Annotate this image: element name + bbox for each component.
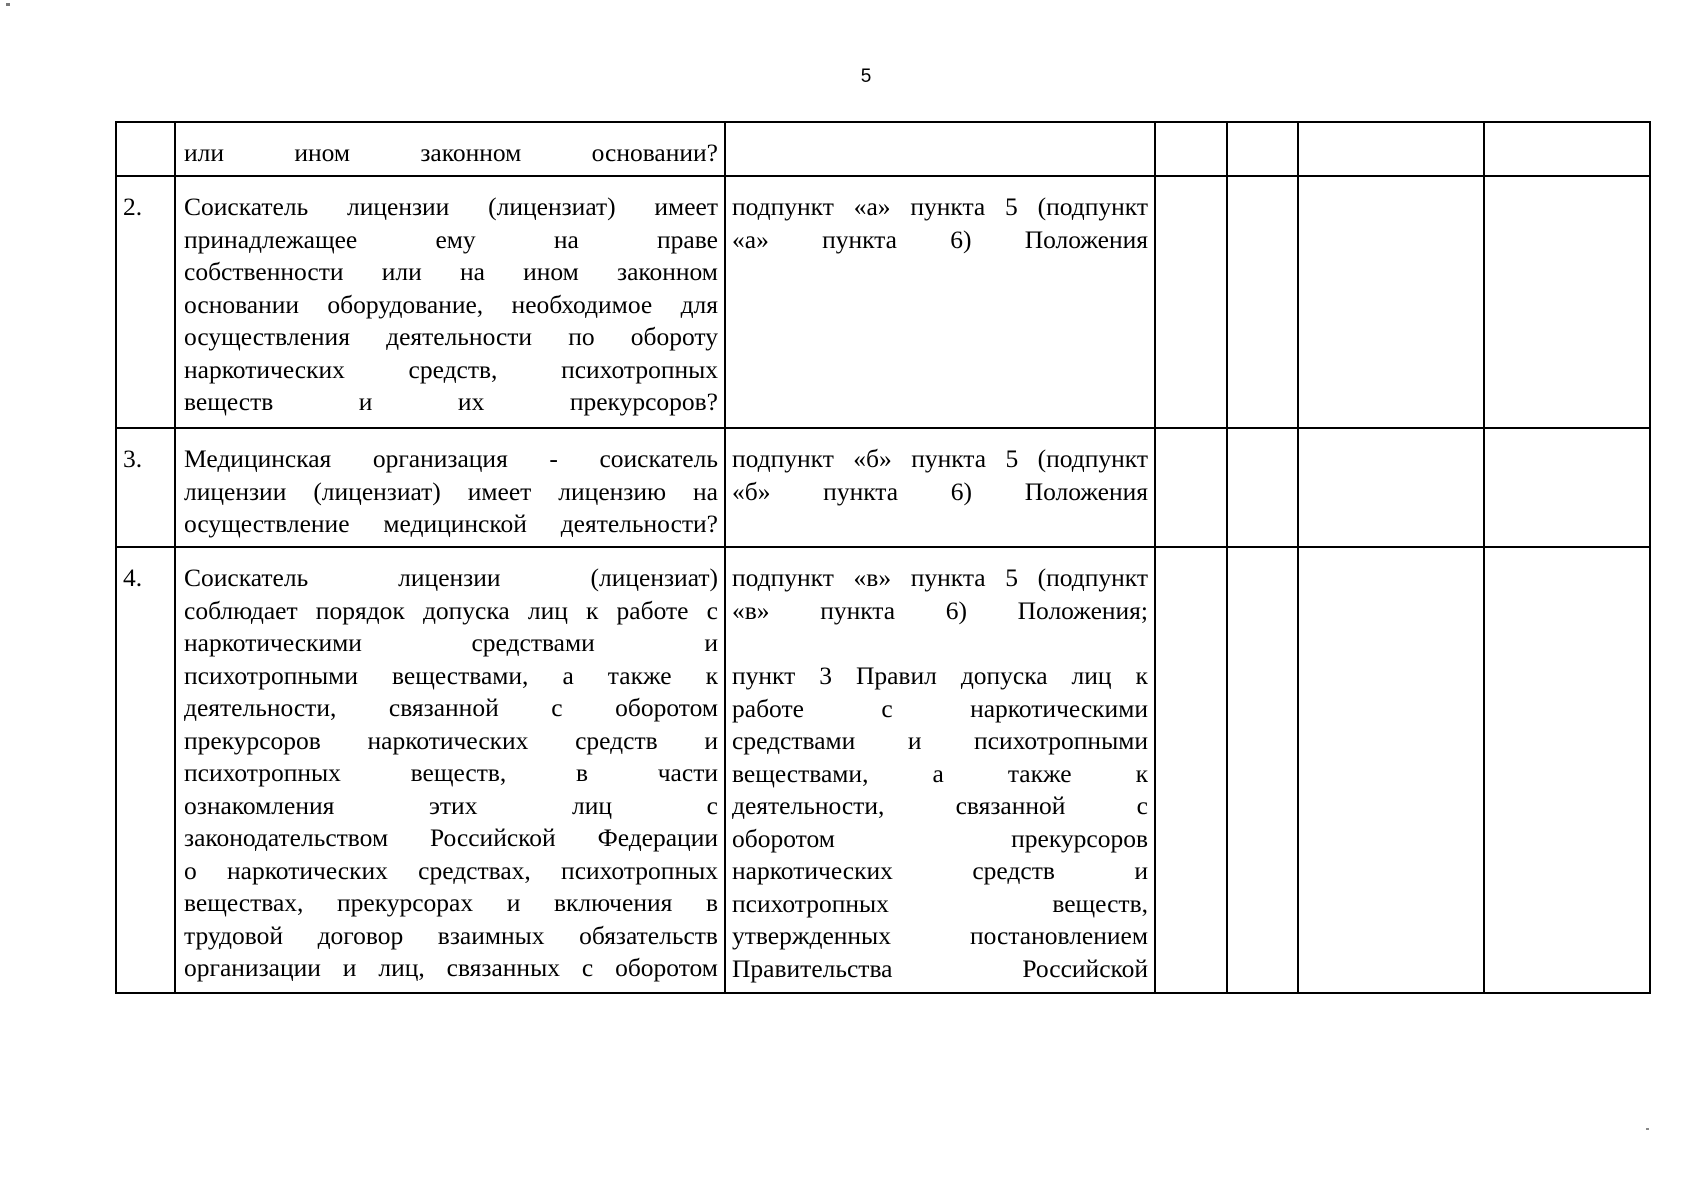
question-line: основании оборудование, необходимое для	[184, 289, 718, 319]
question-line: наркотическими средствами и	[184, 628, 718, 657]
reference-cell	[725, 176, 1155, 428]
question-line: законодательством Российской Федерации	[184, 823, 718, 852]
question-line: организации и лиц, связанных с оборотом	[184, 953, 718, 982]
question-line: осуществления деятельности по обороту	[184, 322, 718, 351]
answer-cell[interactable]	[1155, 547, 1227, 993]
question-line: ознакомления этих лиц с	[184, 790, 718, 820]
scan-artifact-top	[6, 3, 10, 6]
answer-cell[interactable]	[1298, 428, 1484, 547]
question-line: трудовой договор взаимных обязательств	[184, 920, 718, 950]
question-line: о наркотических средствах, психотропных	[184, 855, 718, 885]
question-cell	[175, 547, 725, 993]
table-row	[116, 428, 1650, 547]
reference-cell	[725, 122, 1155, 176]
scan-artifact	[1646, 1128, 1649, 1130]
reference-line: деятельности, связанной с	[732, 791, 1148, 820]
note-cell[interactable]	[1484, 176, 1650, 428]
question-line: веществах, прекурсорах и включения в	[184, 888, 718, 917]
answer-cell[interactable]	[1227, 428, 1298, 547]
page-number: 5	[860, 66, 872, 87]
reference-line: подпункт «а» пункта 5 (подпункт	[732, 192, 1148, 221]
row-number: 2.	[116, 176, 175, 428]
reference-line: «а» пункта 6) Положения	[732, 224, 1148, 254]
reference-cell	[725, 428, 1155, 547]
reference-line: веществами, а также к	[732, 758, 1148, 788]
answer-cell[interactable]	[1298, 176, 1484, 428]
table-row	[116, 547, 1650, 993]
question-line: психотропных веществ, в части	[184, 758, 718, 787]
checklist-table	[115, 121, 1651, 994]
reference-line: пункт 3 Правил допуска лиц к	[732, 661, 1148, 690]
question-line: осуществление медицинской деятельности?	[184, 509, 718, 538]
answer-cell[interactable]	[1227, 176, 1298, 428]
reference-line: Правительства Российской	[732, 953, 1148, 983]
reference-line: работе с наркотическими	[732, 693, 1148, 723]
question-cell	[175, 122, 725, 176]
reference-line: подпункт «б» пункта 5 (подпункт	[732, 444, 1148, 473]
reference-line: «б» пункта 6) Положения	[732, 476, 1148, 506]
table-row	[116, 122, 1650, 176]
question-line: Соискатель лицензии (лицензиат)	[184, 563, 718, 592]
answer-cell[interactable]	[1155, 176, 1227, 428]
table-row	[116, 176, 1650, 428]
reference-line: подпункт «в» пункта 5 (подпункт	[732, 563, 1148, 592]
reference-line: «в» пункта 6) Положения;	[732, 595, 1148, 625]
answer-cell[interactable]	[1227, 547, 1298, 993]
note-cell[interactable]	[1484, 122, 1650, 176]
question-line: соблюдает порядок допуска лиц к работе с	[184, 595, 718, 625]
question-cell	[175, 428, 725, 547]
question-line: психотропными веществами, а также к	[184, 660, 718, 690]
question-line: Медицинская организация - соискатель	[184, 444, 718, 473]
question-line: принадлежащее ему на праве	[184, 224, 718, 254]
reference-line: утвержденных постановлением	[732, 921, 1148, 950]
row-number: 4.	[116, 547, 175, 993]
reference-line: наркотических средств и	[732, 856, 1148, 885]
reference-line: психотропных веществ,	[732, 888, 1148, 918]
question-line: лицензии (лицензиат) имеет лицензию на	[184, 476, 718, 506]
reference-line: средствами и психотропными	[732, 726, 1148, 755]
answer-cell[interactable]	[1227, 122, 1298, 176]
answer-cell[interactable]	[1155, 428, 1227, 547]
row-number: 3.	[116, 428, 175, 547]
question-line: собственности или на ином законном	[184, 257, 718, 286]
answer-cell[interactable]	[1298, 122, 1484, 176]
reference-cell	[725, 547, 1155, 993]
question-line: Соискатель лицензии (лицензиат) имеет	[184, 192, 718, 221]
note-cell[interactable]	[1484, 428, 1650, 547]
question-line: деятельности, связанной с оборотом	[184, 693, 718, 722]
question-line: веществ и их прекурсоров?	[184, 387, 718, 416]
reference-line: оборотом прекурсоров	[732, 823, 1148, 853]
row-number	[116, 122, 175, 176]
question-cell	[175, 176, 725, 428]
question-line: наркотических средств, психотропных	[184, 354, 718, 384]
answer-cell[interactable]	[1155, 122, 1227, 176]
note-cell[interactable]	[1484, 547, 1650, 993]
answer-cell[interactable]	[1298, 547, 1484, 993]
question-line: прекурсоров наркотических средств и	[184, 725, 718, 755]
question-line: или ином законном основании?	[184, 138, 718, 167]
